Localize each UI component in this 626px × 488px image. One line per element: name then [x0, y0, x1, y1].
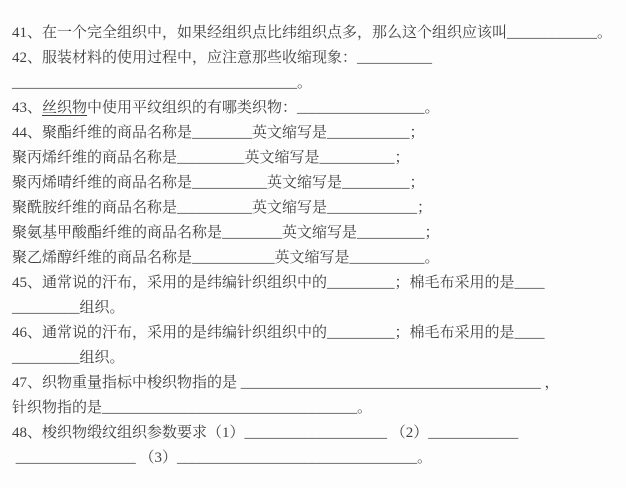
question-line-44-acrylic: 聚丙烯晴纤维的商品名称是__________英文缩写是_________；	[12, 175, 425, 191]
question-43-underlined-term: 丝织物	[42, 100, 88, 116]
question-line-45: 45、通常说的汗布，采用的是纬编针织组织中的_________；棉毛布采用的是____	[12, 275, 545, 291]
question-line-44-polypropylene: 聚丙烯纤维的商品名称是_________英文缩写是__________；	[12, 150, 410, 166]
question-line-44-polyamide: 聚酰胺纤维的商品名称是__________英文缩写是____________；	[12, 200, 433, 216]
question-line-41: 41、在一个完全组织中，如果经组织点比纬组织点多，那么这个组织应该叫____________。	[12, 25, 613, 41]
question-line-44-polyurethane: 聚氨基甲酸酯纤维的商品名称是________英文缩写是_________；	[12, 225, 440, 241]
question-line-45-continuation: _________组织。	[12, 300, 125, 316]
question-line-47-continuation: 针织物指的是__________________________________。	[12, 400, 373, 416]
question-line-46-continuation: _________组织。	[12, 350, 125, 366]
question-43-body: 中使用平纹组织的有哪类织物：_________________。	[87, 100, 440, 116]
question-line-44-polyester: 44、聚酯纤维的商品名称是________英文缩写是___________；	[12, 125, 425, 141]
question-line-48-continuation: ________________ （3）________________________________。	[12, 450, 433, 466]
question-line-48: 48、梭织物缎纹组织参数要求（1）___________________ （2）____________	[12, 425, 519, 441]
question-line-44-vinylon: 聚乙烯醇纤维的商品名称是___________英文缩写是__________。	[12, 250, 440, 266]
question-line-42-continuation: ______________________________________。	[12, 75, 313, 91]
question-line-42: 42、服装材料的使用过程中，应注意那些收缩现象：__________	[12, 50, 433, 66]
question-43-number: 43、	[12, 100, 43, 116]
question-line-47: 47、织物重量指标中梭织物指的是 ________________________________________ ，	[12, 375, 560, 391]
question-line-46: 46、通常说的汗布，采用的是纬编针织组织中的_________；棉毛布采用的是____	[12, 325, 545, 341]
question-line-43	[12, 96, 620, 121]
